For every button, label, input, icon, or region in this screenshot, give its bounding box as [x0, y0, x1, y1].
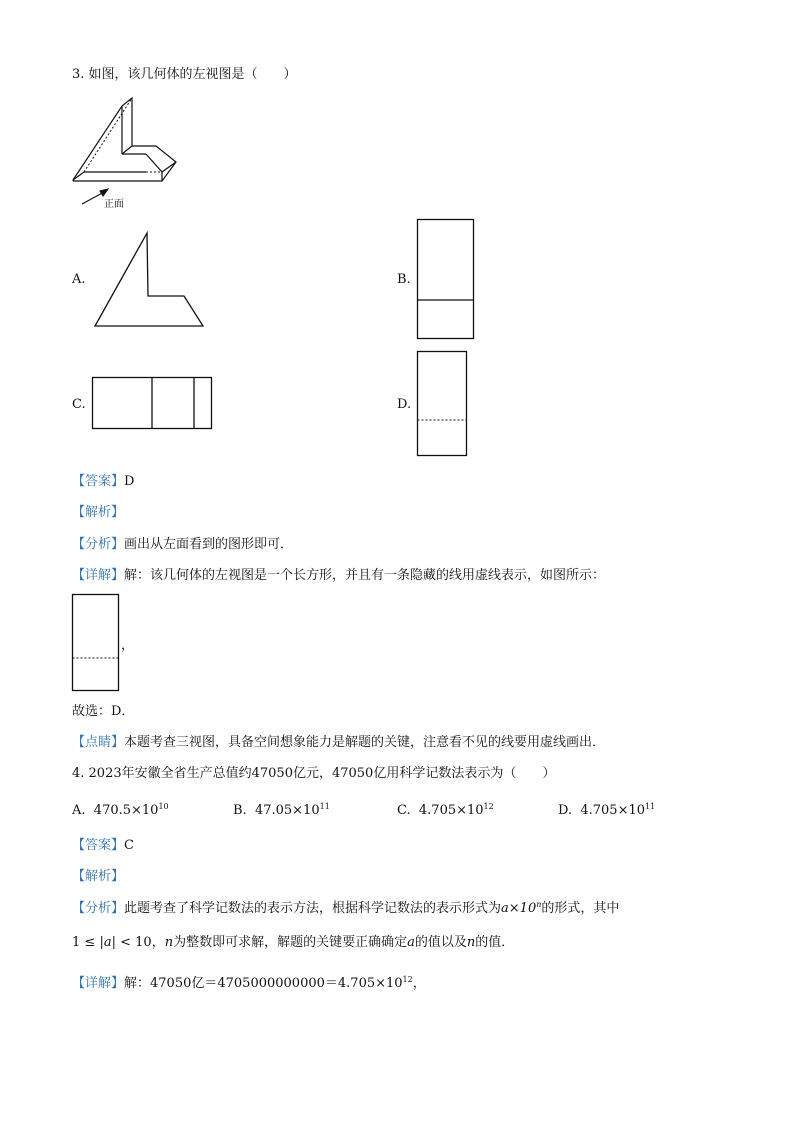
option-c-label: C. [72, 397, 86, 412]
q4-analysis-tag: 【解析】 [72, 869, 125, 884]
q3-comment-line [72, 735, 605, 751]
q4-option-c [397, 803, 494, 819]
q4-option-d-letter: D. [558, 803, 573, 818]
q4-option-b-value: 47.05×10 [254, 803, 320, 818]
option-d-figure [416, 350, 470, 458]
detail-tag: 【详解】 [72, 568, 125, 583]
option-b-figure [416, 218, 476, 342]
q4-fenxi-formula: a×10 [501, 901, 537, 916]
q4-detail-tag: 【详解】 [72, 976, 125, 991]
cond-n-2: n [466, 935, 476, 950]
q4-detail-exp: 12 [402, 975, 413, 984]
q4-option-b-exp: 11 [319, 802, 330, 811]
q3-fenxi-line [72, 537, 293, 553]
fenxi-text: 画出从左面看到的图形即可． [124, 537, 294, 552]
q4-detail-text: 解：47050亿＝4705000000000＝4.705×10 [124, 976, 403, 991]
cond-left: 1 ≤ [72, 935, 96, 950]
solid-figure [66, 94, 196, 219]
q3-answer-line [72, 474, 134, 490]
q3-detail-line [72, 568, 605, 584]
q4-option-a-exp: 10 [158, 802, 169, 811]
detail-text: 解：该几何体的左视图是一个长方形，并且有一条隐藏的线用虚线表示，如图所示： [124, 568, 606, 583]
cond-text-1: 为整数即可求解，解题的关键要正确确定 [173, 935, 408, 950]
q4-option-a-value: 470.5×10 [93, 803, 159, 818]
comment-tag: 【点睛】 [72, 735, 125, 750]
comment-text: 本题考查三视图，具备空间想象能力是解题的关键，注意看不见的线要用虚线画出． [124, 735, 606, 750]
choice-text: 故选：D． [72, 704, 135, 719]
answer-tag: 【答案】 [72, 474, 125, 489]
left-view-comma: ， [121, 638, 135, 653]
question-4-stem: 4. 2023年安徽全省生产总值约47050亿元，47050亿用科学记数法表示为（ ） [72, 766, 556, 781]
q4-condition-line: 1 ≤ |a| < 10，n为整数即可求解，解题的关键要正确确定a的值以及n的值． [72, 935, 515, 950]
option-a-label: A. [72, 272, 86, 287]
q4-option-c-value: 4.705×10 [418, 803, 484, 818]
q4-answer-tag: 【答案】 [72, 838, 125, 853]
q4-option-d [558, 803, 655, 819]
answer-value: D [124, 474, 135, 489]
option-c-figure [91, 376, 215, 432]
q4-detail-line [72, 976, 426, 992]
q4-option-b [233, 803, 330, 819]
front-label: 正面 [104, 199, 124, 210]
q4-fenxi-tag: 【分析】 [72, 901, 125, 916]
q4-fenxi-text-1: 此题考查了科学记数法的表示方法，根据科学记数法的表示形式为 [124, 901, 502, 916]
left-view-figure [71, 593, 123, 693]
q4-option-a [72, 803, 169, 819]
question-3-stem: 3. 如图，该几何体的左视图是（ ） [72, 67, 297, 82]
cond-right: < 10 [120, 935, 152, 950]
q4-detail-end: ， [412, 976, 426, 991]
q4-answer-value: C [124, 838, 134, 853]
option-d-label: D. [397, 397, 412, 412]
q4-option-b-letter: B. [233, 803, 247, 818]
cond-text-3: 的值． [475, 935, 515, 950]
q4-answer-line [72, 838, 134, 854]
q4-option-a-letter: A. [72, 803, 86, 818]
q4-option-c-letter: C. [397, 803, 411, 818]
q4-option-c-exp: 12 [483, 802, 494, 811]
q4-option-d-exp: 11 [645, 802, 656, 811]
cond-n: n [164, 935, 174, 950]
q4-fenxi-line [72, 901, 619, 917]
cond-abs: |a| [99, 935, 116, 950]
fenxi-tag: 【分析】 [72, 537, 125, 552]
analysis-tag: 【解析】 [72, 505, 125, 520]
q4-fenxi-formula-exp: n [536, 900, 542, 909]
cond-a: a [407, 935, 415, 950]
option-a-figure [92, 230, 207, 330]
q4-fenxi-text-2: 的形式，其中 [541, 901, 620, 916]
cond-text-2: 的值以及 [414, 935, 467, 950]
q4-option-d-value: 4.705×10 [580, 803, 646, 818]
option-b-label: B. [397, 272, 411, 287]
